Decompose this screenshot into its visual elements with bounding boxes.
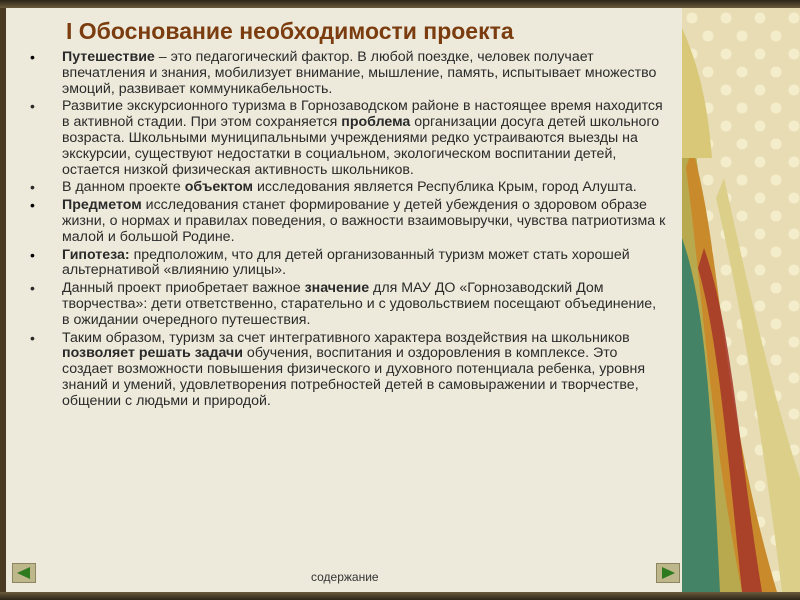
list-item [30,180,666,196]
item-text: – это педагогический фактор. В любой поездке, человек получает впечатления и знания, мобилизует внимание, мышление, память, испытывает множество эмоций, развивает коммуникабельность. [62,49,657,97]
item-text: Развитие экскурсионного туризма в Горнозаводском районе в настоящее время находится в активной стадии. При этом сохраняется [62,98,663,131]
list-item [30,248,666,280]
key-term: объектом [184,179,254,196]
list-item [30,99,666,178]
item-text: обучения, воспитания и оздоровления в комплексе. Это создает возможности повышения физического и духовного потенциала ребенка, уровня знаний и умений, удовлетворения потребностей детей в самовыражении и творчестве, общении с людьми и природой. [62,345,646,409]
item-text: исследования является Республика Крым, город Алушта. [253,179,637,196]
key-term: значение [304,280,370,297]
key-term: Гипотеза: [62,246,130,263]
arrow-right-icon [662,567,675,579]
item-text: организации досуга детей школьного возраста. Школьными муниципальными учреждениями редко устраиваются выезды на экскурсии, существуют недостатки в социальном, экологическом воспитании детей, остается низкой физическая активность школьников. [62,114,660,178]
top-band [0,0,800,8]
key-term: проблема [341,114,411,131]
list-item [30,50,666,97]
decorative-swirl-image [682,8,800,592]
bullet-list [30,50,666,412]
contents-link[interactable]: содержание [311,570,379,584]
slide-title: I Обоснование необходимости проекта [66,18,514,44]
item-text: предположим, что для детей организованный туризм может стать хорошей альтернативой «влиянию улицы». [62,246,630,279]
item-text: исследования станет формирование у детей убеждения о здоровом образе жизни, о нормах и правилах поведения, о важности взаимовыручки, чувства патриотизма к малой и большой Родине. [62,197,666,245]
key-term: Предметом [62,197,142,214]
previous-slide-button[interactable] [12,563,36,583]
arrow-left-icon [17,567,30,579]
next-slide-button[interactable] [656,563,680,583]
item-text: В данном проекте [62,179,185,196]
decorative-strip [682,8,800,592]
bottom-band [0,592,800,600]
list-item [30,281,666,328]
key-term: позволяет решать задачи [62,345,243,362]
key-term: Путешествие [62,49,155,65]
list-item [30,198,666,245]
item-text: Данный проект приобретает важное [62,280,305,297]
item-text: Таким образом, туризм за счет интегративного характера воздействия на школьников [62,329,630,346]
list-item [30,331,666,410]
item-text: для МАУ ДО «Горнозаводский Дом творчества»: дети ответственно, старательно и с удовольствием посещают объединение, в ожидании очередного путешествия. [62,280,657,328]
